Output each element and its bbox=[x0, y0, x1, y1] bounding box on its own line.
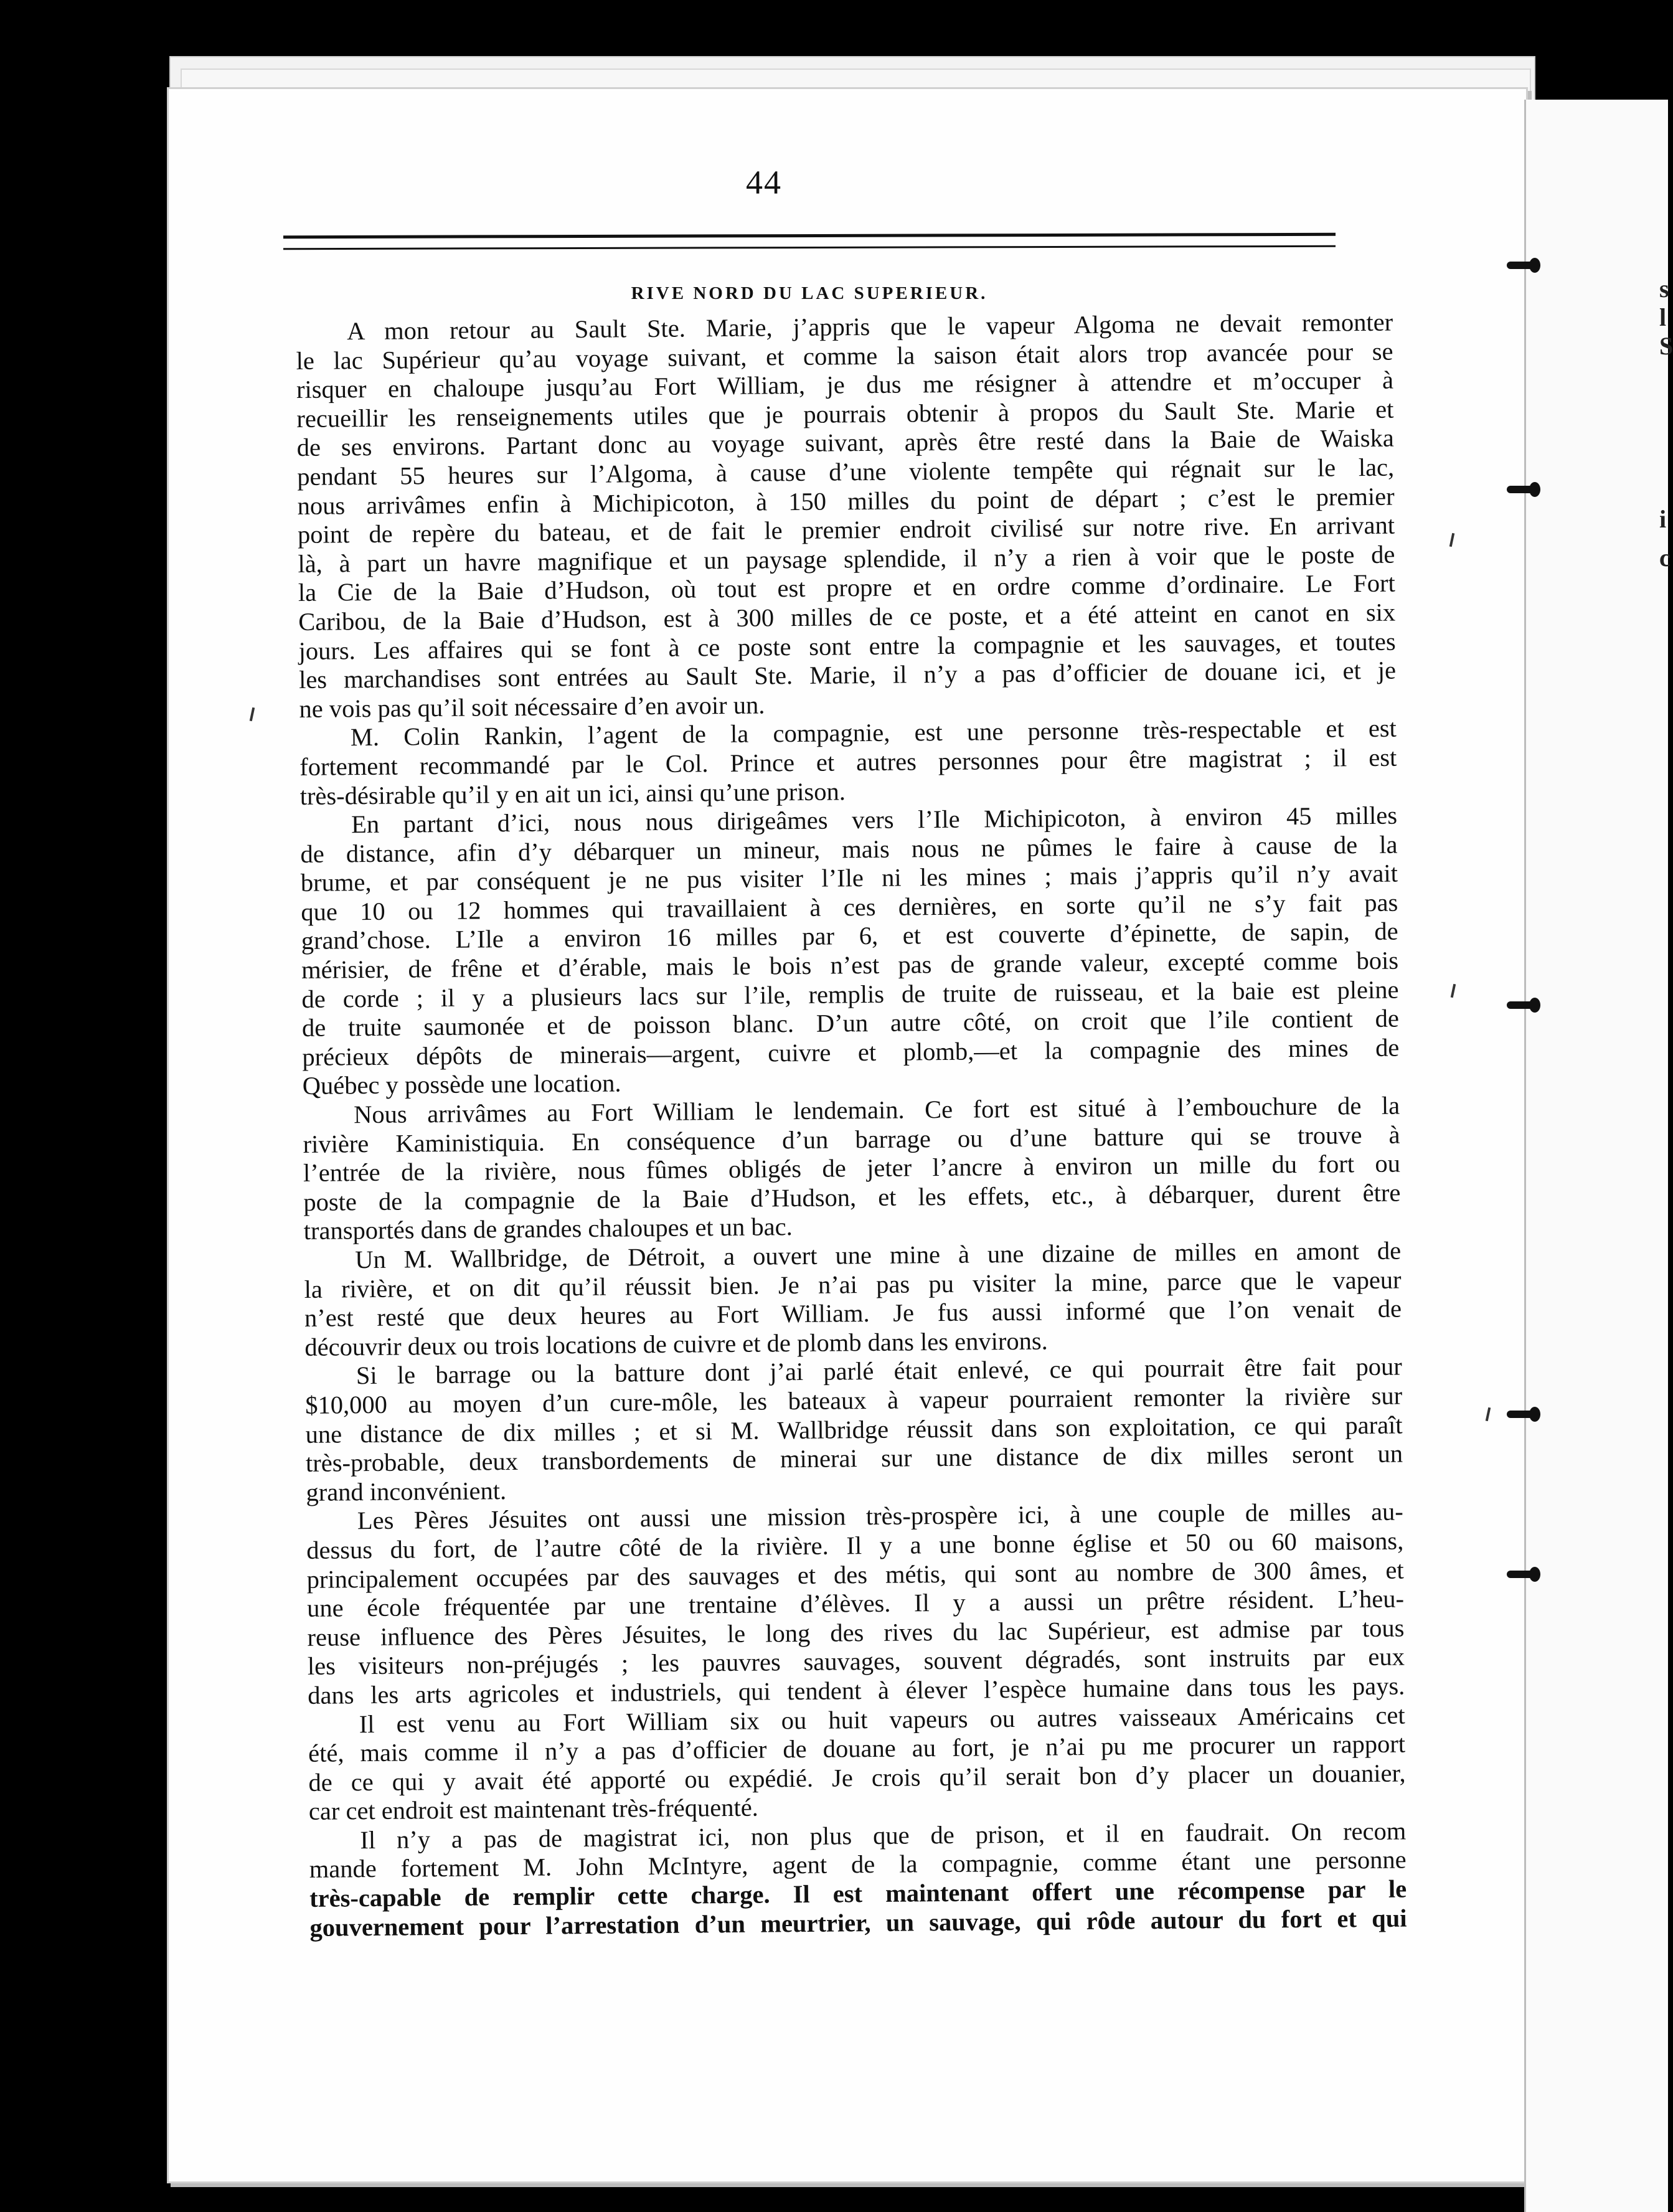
binding-mark-icon bbox=[1507, 1001, 1535, 1009]
body-text bbox=[296, 308, 1407, 1943]
text-line: En partant d’ici, nous nous dirigeâmes vers l’Ile Michipicoton, à environ 45 milles bbox=[351, 801, 1398, 839]
binding-mark-icon bbox=[1507, 1571, 1535, 1578]
text-line: précieux dépôts de minerais—argent, cuivre et plomb,—et la compagnie des mines de bbox=[302, 1033, 1400, 1071]
text-line: la Cie de la Baie d’Hudson, où tout est propre et en ordre comme d’ordinaire. Le Fort bbox=[298, 569, 1395, 607]
text-line: n’est resté que deux heures au Fort William. Je fus aussi informé que l’on venait de bbox=[304, 1294, 1402, 1333]
text-line: le lac Supérieur qu’au voyage suivant, et comme la saison était alors trop avancée pour se bbox=[296, 337, 1393, 375]
text-line: brume, et par conséquent je ne pus visiter l’Ile ni les mines ; mais j’appris qu’il n’y avait bbox=[300, 859, 1398, 897]
text-line: Les Pères Jésuites ont aussi une mission très-prospère ici, à une couple de milles au- bbox=[357, 1497, 1403, 1535]
text-line: car cet endroit est maintenant très-fréquenté. bbox=[308, 1793, 759, 1826]
page-number: 44 bbox=[746, 164, 782, 201]
text-line: point de repère du bateau, et de fait le premier endroit civilisé sur notre rive. En arrivant bbox=[297, 511, 1395, 549]
text-line: été, mais comme il n’y a pas d’officier de douane au fort, je n’ai pu me procurer un rapport bbox=[308, 1729, 1406, 1768]
text-line: risquer en chaloupe jusqu’au Fort William, je dus me résigner à attendre et m’occuper à bbox=[296, 366, 1394, 404]
text-line: que 10 ou 12 hommes qui travaillaient à ces dernières, en sorte qu’il ne s’y fait pas bbox=[301, 888, 1398, 926]
text-line: pendant 55 heures sur l’Algoma, à cause d’une violente tempête qui régnait sur le lac, bbox=[297, 453, 1395, 491]
adjacent-page-fragment: S bbox=[1659, 332, 1673, 360]
text-line: très-désirable qu’il y en ait un ici, ainsi qu’une prison. bbox=[299, 777, 846, 810]
text-line: ne vois pas qu’il soit nécessaire d’en avoir un. bbox=[299, 691, 765, 723]
text-line: une école fréquentée par une trentaine d’élèves. Il y a aussi un prêtre résident. L’heu- bbox=[306, 1584, 1405, 1623]
text-line: dessus du fort, de l’autre côté de la rivière. Il y a une bonne église et 50 ou 60 maisons, bbox=[306, 1526, 1404, 1564]
text-line: grand’chose. L’Ile a environ 16 milles par 6, et est couverte d’épinette, de sapin, de bbox=[301, 917, 1398, 955]
text-line: grand inconvénient. bbox=[306, 1476, 507, 1506]
text-line: A mon retour au Sault Ste. Marie, j’appris que le vapeur Algoma ne devait remonter bbox=[346, 308, 1393, 346]
text-line: de distance, afin d’y débarquer un mineur, mais nous ne pûmes le faire à cause de la bbox=[300, 830, 1398, 868]
text-line: Caribou, de la Baie d’Hudson, est à 300 milles de ce poste, et a été atteint en canot en six bbox=[298, 598, 1396, 636]
text-line: fortement recommandé par le Col. Prince et autres personnes pour être magistrat ; il est bbox=[299, 743, 1397, 781]
text-line: poste de la compagnie de la Baie d’Hudson, et les effets, etc., à débarquer, durent être bbox=[303, 1178, 1401, 1216]
text-line: recueillir les renseignements utiles que je pourrais obtenir à propos du Sault Ste. Marie et bbox=[296, 395, 1394, 433]
text-line: l’entrée de la rivière, nous fûmes obligés de jeter l’ancre à environ un mille du fort ou bbox=[303, 1149, 1401, 1188]
text-line: Un M. Wallbridge, de Détroit, a ouvert une mine à une dizaine de milles en amont de bbox=[355, 1236, 1402, 1274]
text-line: rivière Kaministiquia. En conséquence d’un barrage ou d’une batture qui se trouve à bbox=[303, 1120, 1400, 1158]
section-heading: RIVE NORD DU LAC SUPERIEUR. bbox=[631, 283, 988, 303]
text-line: reuse influence des Pères Jésuites, le long des rives du lac Supérieur, est admise par tous bbox=[307, 1614, 1405, 1652]
adjacent-page-fragment: i bbox=[1659, 505, 1667, 533]
text-line: transportés dans de grandes chaloupes et un bac. bbox=[303, 1212, 793, 1245]
text-line: nous arrivâmes enfin à Michipicoton, à 150 milles du point de départ ; c’est le premier bbox=[297, 482, 1395, 520]
text-line: de truite saumonée et de poisson blanc. D’un autre côté, on croit que l’ile contient de bbox=[301, 1004, 1400, 1042]
text-line: mérisier, de frêne et d’érable, mais le bois n’est pas de grande valeur, excepté comme bois bbox=[301, 946, 1399, 985]
text-line: mande fortement M. John McIntyre, agent de la compagnie, comme étant une personne bbox=[309, 1845, 1407, 1884]
text-line: Il n’y a pas de magistrat ici, non plus que de prison, et il en faudrait. On recom bbox=[360, 1817, 1407, 1855]
text-line: de ses environs. Partant donc au voyage suivant, après être resté dans la Baie de Waiska bbox=[296, 423, 1394, 462]
text-line: Il est venu au Fort William six ou huit vapeurs ou autres vaisseaux Américains cet bbox=[359, 1701, 1405, 1738]
text-line: découvrir deux ou trois locations de cuivre et de plomb dans les environs. bbox=[304, 1326, 1048, 1361]
binding-mark-icon bbox=[1507, 486, 1535, 493]
text-line: là, à part un havre magnifique et un paysage splendide, il n’y a rien à voir que le poste de bbox=[298, 540, 1395, 578]
text-line: gouvernement pour l’arrestation d’un meurtrier, un sauvage, qui rôde autour du fort et qui bbox=[309, 1904, 1407, 1942]
text-line: très-probable, deux transbordements de minerai sur une distance de dix milles seront un bbox=[305, 1439, 1403, 1478]
binding-mark-icon bbox=[1507, 262, 1535, 269]
text-line: dans les arts agricoles et industriels, qui tendent à élever l’espèce humaine dans tous les pays. bbox=[308, 1671, 1405, 1709]
text-line: une distance de dix milles ; et si M. Wallbridge réussit dans son exploitation, ce qui paraît bbox=[305, 1411, 1403, 1449]
text-line: la rivière, et on dit qu’il réussit bien. Je n’ai pas pu visiter la mine, parce que le vapeur bbox=[304, 1265, 1402, 1303]
adjacent-page-fragment: l bbox=[1659, 303, 1667, 331]
adjacent-page-fragment: c bbox=[1659, 544, 1671, 572]
text-line: Si le barrage ou la batture dont j’ai parlé était enlevé, ce qui pourrait être fait pour bbox=[356, 1352, 1402, 1390]
text-line: Nous arrivâmes au Fort William le lendemain. Ce fort est situé à l’embouchure de la bbox=[353, 1091, 1400, 1129]
text-line: M. Colin Rankin, l’agent de la compagnie, est une personne très-respectable et est bbox=[350, 714, 1397, 752]
text-line: très-capable de remplir cette charge. Il est maintenant offert une récompense par le bbox=[309, 1874, 1407, 1912]
text-line: Québec y possède une location. bbox=[302, 1069, 621, 1100]
binding-mark-icon bbox=[1507, 1411, 1535, 1418]
text-line: les visiteurs non-préjugés ; les pauvres sauvages, souvent dégradés, sont instruits par eux bbox=[307, 1642, 1405, 1681]
text-line: jours. Les affaires qui se font à ce poste sont entre la compagnie et les sauvages, et toutes bbox=[298, 627, 1396, 665]
adjacent-page-edge bbox=[1524, 100, 1673, 2212]
adjacent-page-fragment: s bbox=[1659, 275, 1669, 303]
text-line: de ce qui y avait été apporté ou expédié. Je crois qu’il serait bon d’y placer un douanier, bbox=[308, 1759, 1406, 1797]
text-line: les marchandises sont entrées au Sault Ste. Marie, il n’y a pas d’officier de douane ici, et je bbox=[298, 656, 1397, 694]
text-line: principalement occupées par des sauvages et des métis, qui sont au nombre de 300 âmes, et bbox=[306, 1556, 1404, 1594]
text-line: $10,000 au moyen d’un cure-môle, les bateaux à vapeur pourraient remonter la rivière sur bbox=[305, 1381, 1403, 1419]
text-line: de corde ; il y a plusieurs lacs sur l’ile, remplis de truite de ruisseau, et la baie est pleine bbox=[301, 975, 1399, 1013]
